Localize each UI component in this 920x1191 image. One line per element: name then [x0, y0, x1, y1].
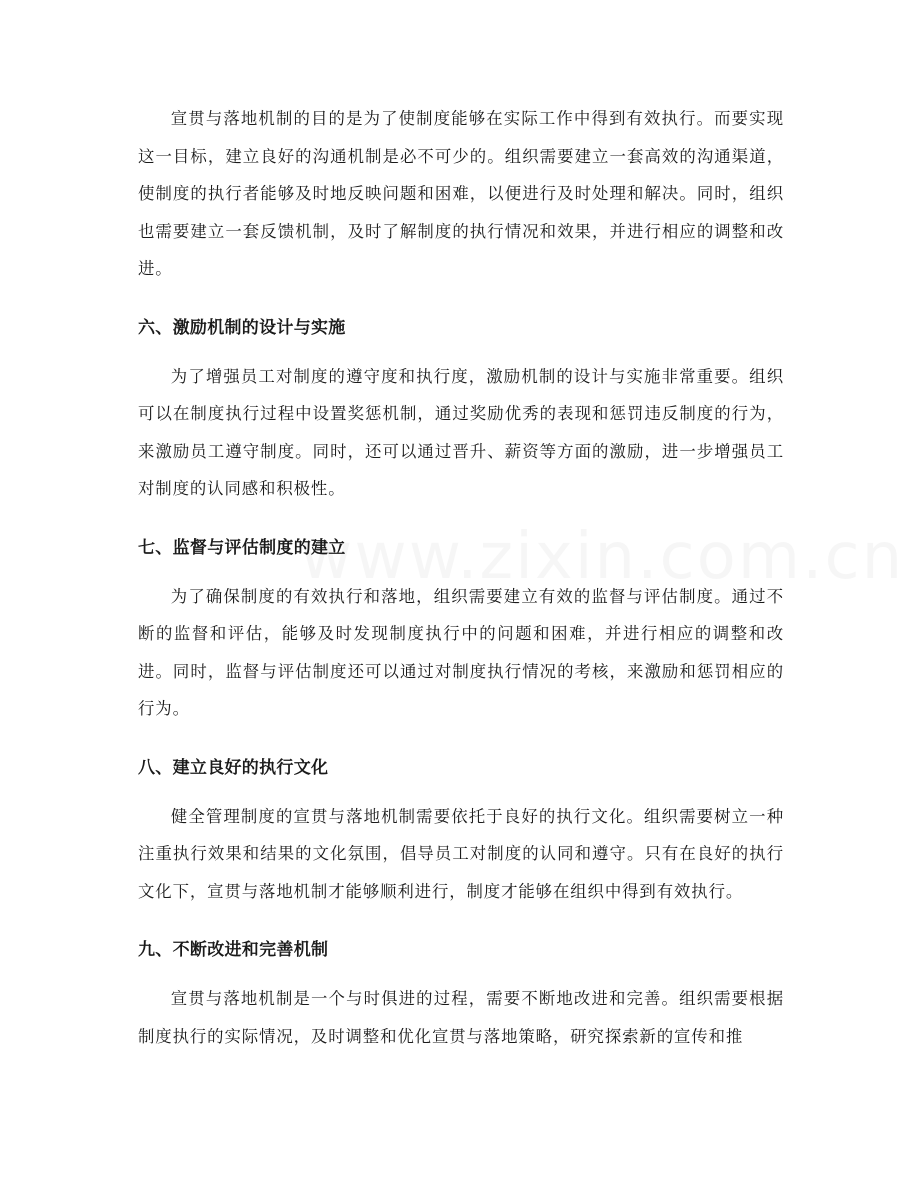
section-heading-8: 八、建立良好的执行文化: [138, 757, 329, 778]
section-body-7: 为了确保制度的有效执行和落地，组织需要建立有效的监督与评估制度。通过不断的监督和评估，能够及时发现制度执行中的问题和困难，并进行相应的调整和改进。同时，监督与评估制度还可以通过对制度执行情况的考核，来激励和惩罚相应的行为。: [138, 586, 784, 718]
section-heading-9: 九、不断改进和完善机制: [138, 940, 329, 960]
section-heading-7: 七、监督与评估制度的建立: [138, 537, 346, 558]
intro-paragraph: 宣贯与落地机制的目的是为了使制度能够在实际工作中得到有效执行。而要实现这一目标，建立良好的沟通机制是必不可少的。组织需要建立一套高效的沟通渠道，使制度的执行者能够及时地反映问题和困难，以便进行及时处理和解决。同时，组织也需要建立一套反馈机制，及时了解制度的执行情况和效果，并进行相应的调整和改进。: [138, 109, 784, 278]
section-heading-6: 六、激励机制的设计与实施: [138, 317, 346, 338]
document-page: [138, 100, 784, 1055]
section-body-9: 宣贯与落地机制是一个与时俱进的过程，需要不断地改进和完善。组织需要根据制度执行的实际情况，及时调整和优化宣贯与落地策略，研究探索新的宣传和推: [138, 989, 784, 1046]
section-body-8: 健全管理制度的宣贯与落地机制需要依托于良好的执行文化。组织需要树立一种注重执行效果和结果的文化氛围，倡导员工对制度的认同和遵守。只有在良好的执行文化下，宣贯与落地机制才能够顺利进行，制度才能够在组织中得到有效执行。: [138, 806, 784, 901]
section-body-6: 为了增强员工对制度的遵守度和执行度，激励机制的设计与实施非常重要。组织可以在制度执行过程中设置奖惩机制，通过奖励优秀的表现和惩罚违反制度的行为，来激励员工遵守制度。同时，还可以通过晋升、薪资等方面的激励，进一步增强员工对制度的认同感和积极性。: [138, 366, 784, 498]
